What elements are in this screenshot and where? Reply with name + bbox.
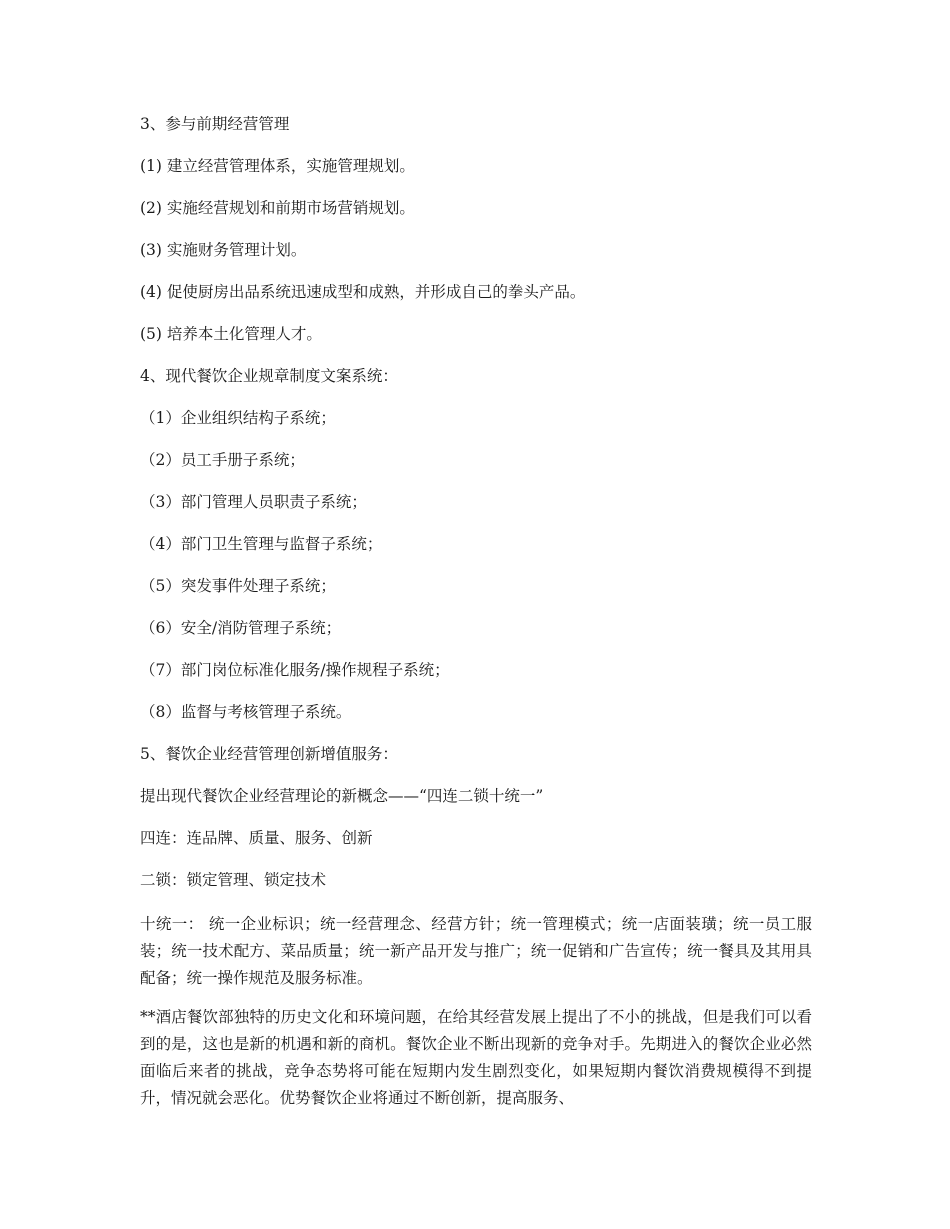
closing-paragraph: **酒店餐饮部独特的历史文化和环境问题，在给其经营发展上提出了不小的挑战，但是我们可以看到的是，这也是新的机遇和新的商机。餐饮企业不断出现新的竞争对手。先期进入的餐饮企业必然面临后来者的挑战，竞争态势将可能在短期内发生剧烈变化，如果短期内餐饮消费规模得不到提升，情况就会恶化。优势餐饮企业将通过不断创新，提高服务、: [140, 1008, 812, 1107]
shitongyi-paragraph: 十统一： 统一企业标识；统一经营理念、经营方针；统一管理模式；统一店面装璜；统一员工服装；统一技术配方、菜品质量；统一新产品开发与推广；统一促销和广告宣传；统一餐具及其用具配备；统一操作规范及服务标准。: [140, 915, 812, 987]
section-3-item-4: (4) 促使厨房出品系统迅速成型和成熟，并形成自己的拳头产品。: [140, 283, 586, 301]
section-3-item-3: (3) 实施财务管理计划。: [140, 241, 307, 259]
section-3-item-1: (1) 建立经营管理体系，实施管理规划。: [140, 157, 415, 175]
section-4-item-5: （5）突发事件处理子系统；: [140, 577, 336, 595]
section-4-heading: 4、现代餐饮企业规章制度文案系统：: [140, 367, 398, 385]
section-4-item-3: （3）部门管理人员职责子系统；: [140, 493, 367, 511]
section-4-item-1: （1）企业组织结构子系统；: [140, 409, 336, 427]
section-3-item-2: (2) 实施经营规划和前期市场营销规划。: [140, 199, 415, 217]
section-4-item-8: （8）监督与考核管理子系统。: [140, 703, 352, 721]
section-5-heading: 5、餐饮企业经营管理创新增值服务：: [140, 745, 398, 763]
concept-paragraph: 提出现代餐饮企业经营理论的新概念——“四连二锁十统一”: [140, 787, 544, 805]
ersuo-paragraph: 二锁：锁定管理、锁定技术: [140, 871, 327, 889]
section-4-item-7: （7）部门岗位标准化服务/操作规程子系统；: [140, 661, 450, 679]
section-4-item-6: （6）安全/消防管理子系统；: [140, 619, 342, 637]
section-4-item-4: （4）部门卫生管理与监督子系统；: [140, 535, 383, 553]
section-3-heading: 3、参与前期经营管理: [140, 115, 290, 133]
document-body: [140, 113, 812, 1124]
section-4-item-2: （2）员工手册子系统；: [140, 451, 305, 469]
silian-paragraph: 四连：连品牌、质量、服务、创新: [140, 829, 373, 847]
section-3-item-5: (5) 培养本土化管理人才。: [140, 325, 322, 343]
